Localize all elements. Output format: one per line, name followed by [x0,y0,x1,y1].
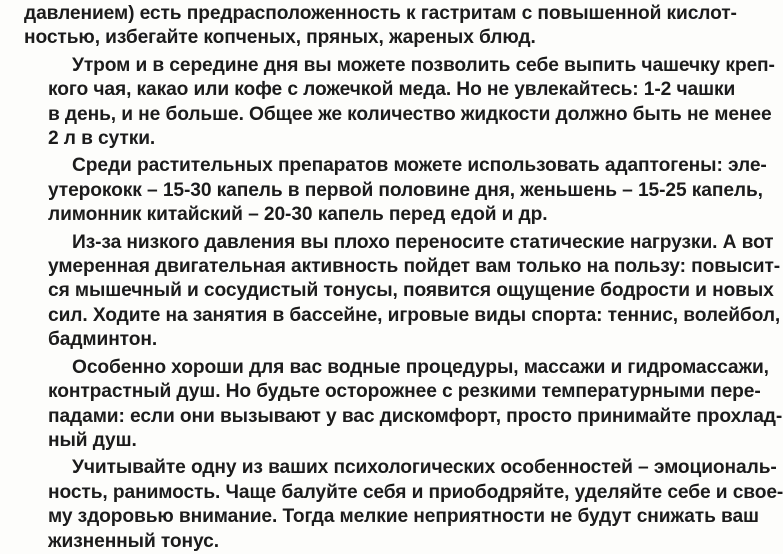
paragraph-continued [24,2,737,51]
paragraph-psychology [24,456,783,554]
text-line: давлением) есть предрасположенность к гастритам с повышенной кислот- [24,3,737,24]
text-line: Особенно хороши для вас водные процедуры, массажи и гидромассажи, [72,356,769,378]
text-line: ностью, избегайте копченых, пряных, жареных блюд. [24,27,536,49]
paragraph-water-procedures [24,356,783,454]
text-line: ность, ранимость. Чаще балуйте себя и приободряйте, уделяйте себе и свое- [48,481,783,503]
text-line: му здоровью внимание. Тогда мелкие неприятности не будут снижать ваш [48,506,759,528]
text-line: падами: если они вызывают у вас дискомфорт, просто принимайте прохлад- [48,405,783,427]
text-line: лимонник китайский – 20-30 капель перед едой и др. [48,204,548,226]
text-line: кого чая, какао или кофе с ложечкой меда. Но не увлекайтесь: 1-2 чашки [48,79,736,101]
text-line: Учитывайте одну из ваших психологических особенностей – эмоциональ- [72,457,777,479]
text-line: ный душ. [48,429,137,451]
text-line: умеренная двигательная активность пойдет вам только на пользу: повысит- [48,256,781,278]
text-line: жизненный тонус. [48,530,219,552]
text-line: утерококк – 15-30 капель в первой половине дня, женьшень – 15-25 капель, [48,179,763,201]
paragraph-beverages [24,54,775,152]
text-line: сил. Ходите на занятия в бассейне, игровые виды спорта: теннис, волейбол, [48,304,781,326]
text-line: Среди растительных препаратов можете использовать адаптогены: эле- [72,155,767,177]
text-line: бадминтон. [48,329,158,351]
paragraph-activity [24,231,781,353]
text-line: 2 л в сутки. [48,128,156,150]
text-line: контрастный душ. Но будьте осторожнее с резкими температурными пере- [48,381,761,403]
text-line: ся мышечный и сосудистый тонусы, появится ощущение бодрости и новых [48,280,774,302]
text-line: в день, и не больше. Общее же количество жидкости должно быть не менее [48,103,772,125]
paragraph-adaptogens [24,154,767,227]
text-line: Из-за низкого давления вы плохо переносите статические нагрузки. А вот [72,231,774,253]
text-line: Утром и в середине дня вы можете позволить себе выпить чашечку креп- [72,54,775,76]
